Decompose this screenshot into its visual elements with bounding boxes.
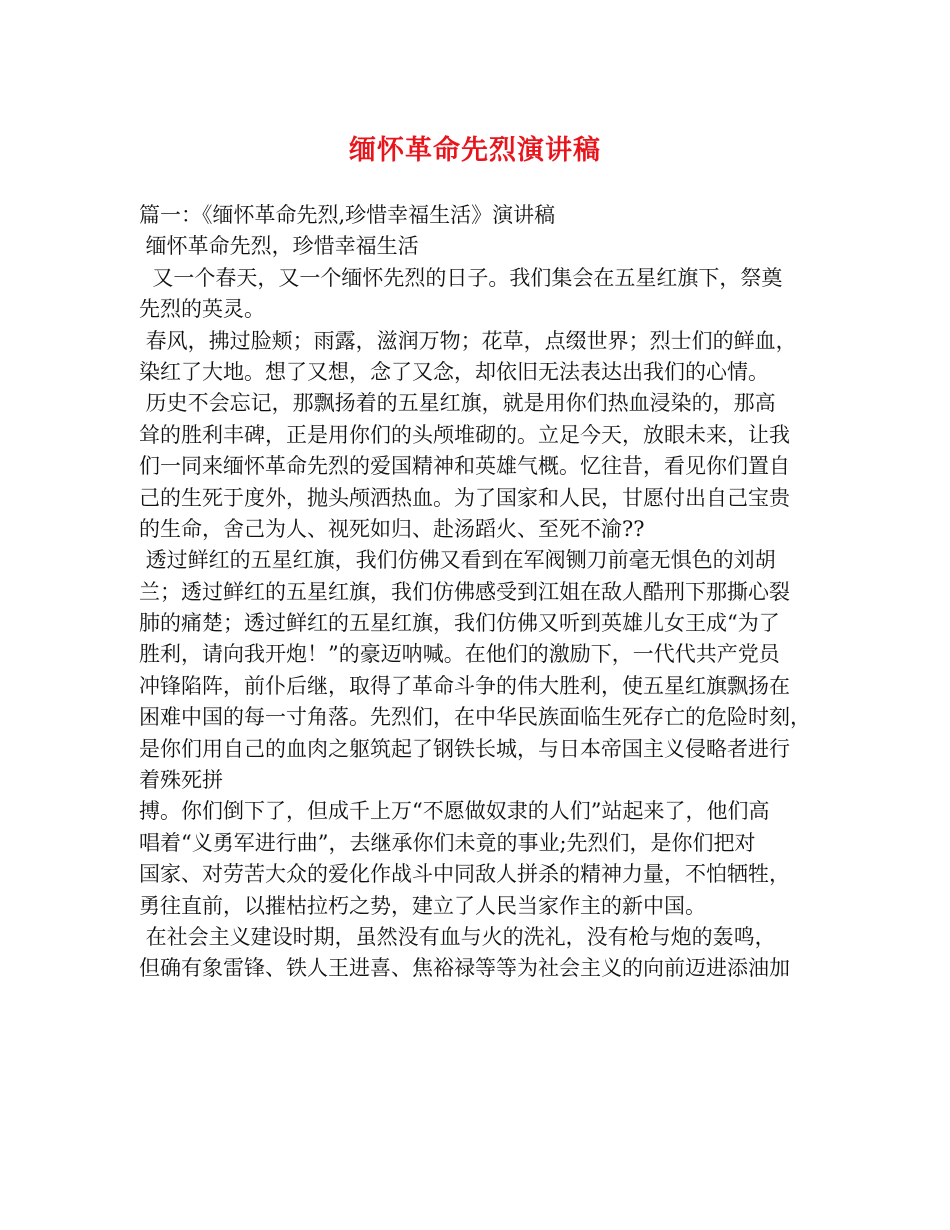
paragraph-line: 先烈的英灵。 [139,297,265,322]
paragraph-line: 己的生死于度外，抛头颅洒热血。为了国家和人民，甘愿付出自己宝贵 [139,485,790,510]
paragraph-line: 着殊死拼 [139,768,223,793]
paragraph-line: 胜利，请向我开炮！”的豪迈呐喊。在他们的激励下，一代代共产党员 [139,642,780,667]
paragraph-line: 唱着“义勇军进行曲”，去继承你们未竟的事业;先烈们，是你们把对 [139,830,756,855]
document-body [139,200,829,985]
paragraph-line: 是你们用自己的血肉之躯筑起了钢铁长城，与日本帝国主义侵略者进行 [139,736,790,761]
paragraph-line: 勇往直前，以摧枯拉朽之势，建立了人民当家作主的新中国。 [139,893,706,918]
paragraph-line: 在社会主义建设时期，虽然没有血与火的洗礼，没有枪与炮的轰鸣， [139,924,776,949]
paragraph-line: 耸的胜利丰碑，正是用你们的头颅堆砌的。立足今天，放眼未来，让我 [139,422,790,447]
paragraph-line: 搏。你们倒下了，但成千上万“不愿做奴隶的人们”站起来了，他们高 [139,799,770,824]
paragraph-line: 的生命，舍己为人、视死如归、赴汤蹈火、至死不渝?? [139,516,645,541]
paragraph-line: 染红了大地。想了又想，念了又念，却依旧无法表达出我们的心情。 [139,359,769,384]
paragraph-line: 历史不会忘记，那飘扬着的五星红旗，就是用你们热血浸染的，那高 [139,391,776,416]
paragraph-line: 国家、对劳苦大众的爱化作战斗中同敌人拼杀的精神力量，不怕牺牲， [139,862,790,887]
paragraph-line: 春风，拂过脸颊；雨露，滋润万物；花草，点缀世界；烈士们的鲜血， [139,328,797,353]
paragraph-line: 又一个春天，又一个缅怀先烈的日子。我们集会在五星红旗下，祭奠 [139,265,783,290]
paragraph-line: 们一同来缅怀革命先烈的爱国精神和英雄气概。忆往昔，看见你们置自 [139,454,790,479]
paragraph-line: 缅怀革命先烈，珍惜幸福生活 [139,234,419,259]
paragraph-line: 篇一：《缅怀革命先烈,珍惜幸福生活》演讲稿 [139,203,556,227]
document-title: 缅怀革命先烈演讲稿 [349,135,601,166]
paragraph-line: 透过鲜红的五星红旗，我们仿佛又看到在军阀铡刀前毫无惧色的刘胡 [139,548,776,573]
paragraph-line: 兰；透过鲜红的五星红旗，我们仿佛感受到江姐在敌人酷刑下那撕心裂 [139,579,790,604]
paragraph-line: 冲锋陷阵，前仆后继，取得了革命斗争的伟大胜利，使五星红旗飘扬在 [139,673,790,698]
paragraph-line: 肺的痛楚；透过鲜红的五星红旗，我们仿佛又听到英雄儿女王成“为了 [139,611,780,636]
paragraph-line: 困难中国的每一寸角落。先烈们，在中华民族面临生死存亡的危险时刻， [139,705,811,730]
paragraph-line: 但确有象雷锋、铁人王进喜、焦裕禄等等为社会主义的向前迈进添油加 [139,956,790,981]
